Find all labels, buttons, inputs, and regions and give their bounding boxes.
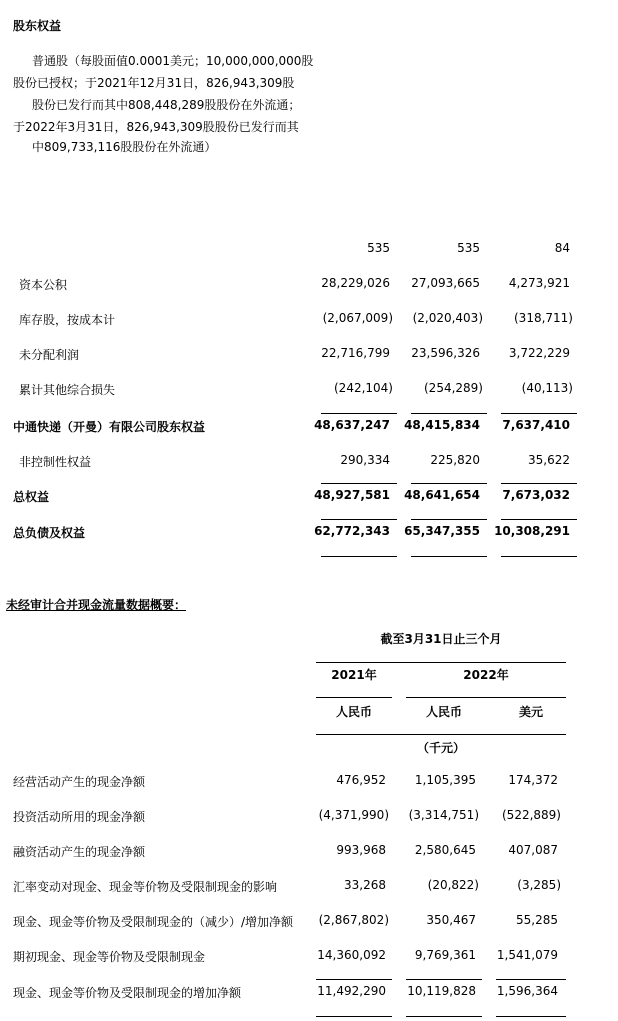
cashflow-row-value: 33,268 <box>344 878 386 892</box>
total-rule <box>501 556 577 557</box>
unit-label: （千元） <box>416 741 465 755</box>
cashflow-row-value: (4,371,990) <box>318 808 389 822</box>
equity-row-label: 未分配利润 <box>19 348 80 362</box>
cashflow-row-value: 350,467 <box>426 913 476 927</box>
cashflow-row-value: 14,360,092 <box>317 948 386 962</box>
cashflow-row-value: 407,087 <box>508 843 558 857</box>
cashflow-row-value: (20,822) <box>427 878 479 892</box>
cashflow-row-value: 1,105,395 <box>414 773 476 787</box>
subtotal-rule <box>501 483 577 484</box>
share-desc-line-2: 股份已授权；于2021年12月31日，826,943,309股 <box>13 76 295 90</box>
equity-row-value: 48,637,247 <box>314 418 390 432</box>
cashflow-row-value: 11,492,290 <box>317 984 386 998</box>
equity-row-value: 48,927,581 <box>314 488 390 502</box>
equity-row-label: 总负债及权益 <box>13 526 86 540</box>
equity-row-value: 7,673,032 <box>502 488 570 502</box>
cashflow-section-title: 未经审计合并现金流量数据概要： <box>6 598 187 612</box>
cashflow-row-value: (3,285) <box>517 878 561 892</box>
total-rule <box>321 556 397 557</box>
equity-row-value: (40,113) <box>521 381 573 395</box>
equity-row-value: 28,229,026 <box>321 276 390 290</box>
equity-row-value: 4,273,921 <box>508 276 570 290</box>
equity-row-label: 库存股，按成本计 <box>19 313 116 327</box>
equity-row-value: (2,067,009) <box>322 311 393 325</box>
equity-row-value: (254,289) <box>424 381 483 395</box>
equity-row-value: 62,772,343 <box>314 524 390 538</box>
cashflow-row-label: 期初现金、现金等价物及受限制现金 <box>13 950 206 964</box>
subtotal-rule <box>411 483 487 484</box>
subtotal-rule <box>321 519 397 520</box>
cashflow-row-value: 2,580,645 <box>414 843 476 857</box>
cashflow-subtotal-rule <box>316 979 392 980</box>
cashflow-row-value: 476,952 <box>336 773 386 787</box>
currency-rmb-2021: 人民币 <box>335 705 372 719</box>
cashflow-row-label: 经营活动产生的现金净额 <box>13 775 146 789</box>
equity-section-title: 股东权益 <box>13 19 62 33</box>
cashflow-row-value: 174,372 <box>508 773 558 787</box>
equity-row-value: 48,415,834 <box>404 418 480 432</box>
equity-row-value: 22,716,799 <box>321 346 390 360</box>
equity-row-label: 非控制性权益 <box>19 455 92 469</box>
equity-row-value: (242,104) <box>334 381 393 395</box>
equity-row-value: (318,711) <box>514 311 573 325</box>
cashflow-total-rule <box>406 1016 482 1017</box>
cashflow-total-rule <box>316 1016 392 1017</box>
equity-row-value: 7,637,410 <box>502 418 570 432</box>
cashflow-row-value: 1,541,079 <box>496 948 558 962</box>
total-rule <box>411 556 487 557</box>
share-value-3: 84 <box>554 241 570 255</box>
subtotal-rule <box>501 519 577 520</box>
cashflow-subtotal-rule <box>496 979 566 980</box>
period-rule <box>316 662 566 663</box>
share-desc-line-3: 股份已发行而其中808,448,289股股份在外流通； <box>32 98 301 112</box>
subtotal-rule <box>321 483 397 484</box>
equity-row-value: 290,334 <box>340 453 390 467</box>
equity-row-value: 35,622 <box>528 453 570 467</box>
year-rule <box>406 697 566 698</box>
cashflow-row-value: 9,769,361 <box>414 948 476 962</box>
cashflow-subtotal-rule <box>406 979 482 980</box>
year-2021-header: 2021年 <box>331 668 377 682</box>
equity-row-value: 27,093,665 <box>411 276 480 290</box>
period-header: 截至3月31日止三个月 <box>380 632 502 646</box>
equity-row-value: 48,641,654 <box>404 488 480 502</box>
share-desc-line-1: 普通股（每股面值0.0001美元；10,000,000,000股 <box>32 54 314 68</box>
currency-usd-2022: 美元 <box>518 705 543 719</box>
cashflow-row-value: (522,889) <box>502 808 561 822</box>
cashflow-row-value: 1,596,364 <box>496 984 558 998</box>
equity-row-label: 资本公积 <box>19 278 68 292</box>
subtotal-rule <box>411 413 487 414</box>
share-value-2: 535 <box>457 241 480 255</box>
cashflow-row-label: 投资活动所用的现金净额 <box>13 810 146 824</box>
equity-row-value: 3,722,229 <box>508 346 570 360</box>
year-2022-header: 2022年 <box>463 668 509 682</box>
equity-row-label: 总权益 <box>13 490 50 504</box>
year-rule <box>316 697 392 698</box>
equity-row-value: 10,308,291 <box>494 524 570 538</box>
cashflow-row-value: 993,968 <box>336 843 386 857</box>
cashflow-row-label: 现金、现金等价物及受限制现金的（减少）/增加净额 <box>13 915 294 929</box>
currency-rmb-2022: 人民币 <box>425 705 462 719</box>
share-value-1: 535 <box>367 241 390 255</box>
cashflow-total-rule <box>496 1016 566 1017</box>
cashflow-row-value: 10,119,828 <box>407 984 476 998</box>
subtotal-rule <box>501 413 577 414</box>
equity-row-label: 中通快递（开曼）有限公司股东权益 <box>13 420 206 434</box>
cashflow-row-label: 融资活动产生的现金净额 <box>13 845 146 859</box>
cashflow-row-label: 现金、现金等价物及受限制现金的增加净额 <box>13 986 242 1000</box>
equity-row-label: 累计其他综合损失 <box>19 383 116 397</box>
cashflow-row-value: (2,867,802) <box>318 913 389 927</box>
subtotal-rule <box>411 519 487 520</box>
cashflow-row-value: 55,285 <box>516 913 558 927</box>
equity-row-value: 23,596,326 <box>411 346 480 360</box>
equity-row-value: (2,020,403) <box>412 311 483 325</box>
subtotal-rule <box>321 413 397 414</box>
equity-row-value: 65,347,355 <box>404 524 480 538</box>
share-desc-line-4: 于2022年3月31日，826,943,309股股份已发行而其 <box>13 120 299 134</box>
equity-row-value: 225,820 <box>430 453 480 467</box>
cashflow-row-label: 汇率变动对现金、现金等价物及受限制现金的影响 <box>13 880 278 894</box>
currency-rule <box>316 734 566 735</box>
share-desc-line-5: 中809,733,116股股份在外流通） <box>32 140 217 154</box>
cashflow-row-value: (3,314,751) <box>408 808 479 822</box>
